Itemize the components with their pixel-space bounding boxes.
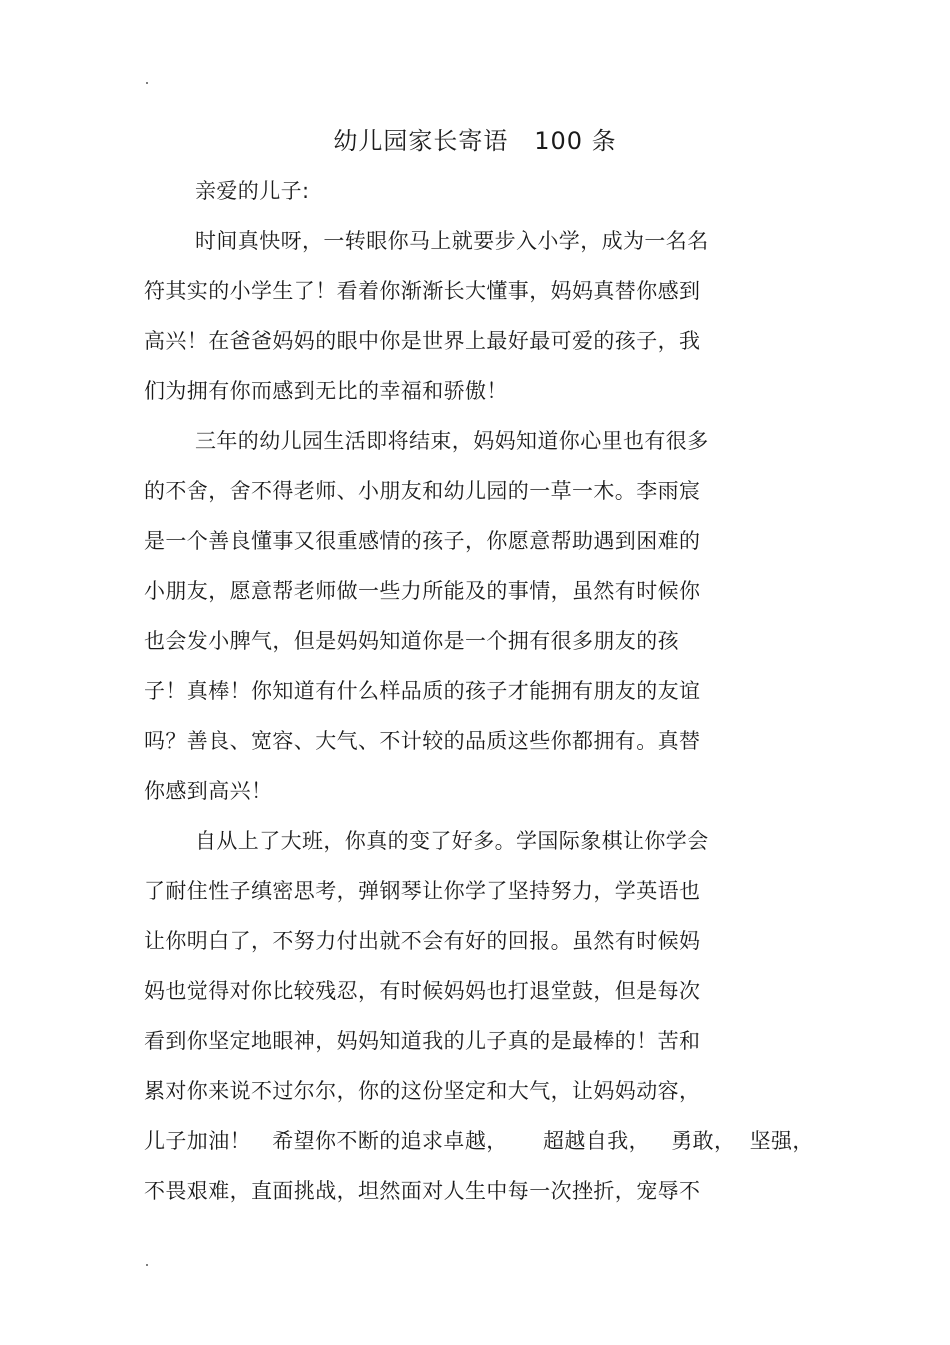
paragraph-line: 子！真棒！你知道有什么样品质的孩子才能拥有朋友的友谊 bbox=[144, 679, 701, 703]
paragraph-line: 你感到高兴！ bbox=[144, 779, 273, 803]
paragraph-line: 自从上了大班，你真的变了好多。学国际象棋让你学会 bbox=[195, 829, 709, 853]
document-title: 幼儿园家长寄语 100 条 bbox=[333, 127, 617, 155]
paragraph-line: 三年的幼儿园生活即将结束，妈妈知道你心里也有很多 bbox=[195, 429, 709, 453]
paragraph-line: 让你明白了，不努力付出就不会有好的回报。虽然有时候妈 bbox=[144, 929, 701, 953]
paragraph-line: 累对你来说不过尔尔，你的这份坚定和大气，让妈妈动容， bbox=[144, 1079, 701, 1103]
page-marker-dot bbox=[146, 82, 148, 84]
paragraph-line: 了耐住性子缜密思考，弹钢琴让你学了坚持努力，学英语也 bbox=[144, 879, 701, 903]
page-marker-dot bbox=[146, 1264, 148, 1266]
paragraph-line: 妈也觉得对你比较残忍，有时候妈妈也打退堂鼓，但是每次 bbox=[144, 979, 701, 1003]
paragraph-line: 也会发小脾气，但是妈妈知道你是一个拥有很多朋友的孩 bbox=[144, 629, 679, 653]
paragraph-line: 小朋友，愿意帮老师做一些力所能及的事情，虽然有时候你 bbox=[144, 579, 701, 603]
paragraph-line: 看到你坚定地眼神，妈妈知道我的儿子真的是最棒的！苦和 bbox=[144, 1029, 701, 1053]
paragraph-line: 儿子加油！ 希望你不断的追求卓越， 超越自我， 勇敢， 坚强， bbox=[144, 1129, 814, 1153]
paragraph-line: 不畏艰难，直面挑战，坦然面对人生中每一次挫折，宠辱不 bbox=[144, 1179, 701, 1203]
paragraph-line: 是一个善良懂事又很重感情的孩子，你愿意帮助遇到困难的 bbox=[144, 529, 701, 553]
paragraph-line: 们为拥有你而感到无比的幸福和骄傲！ bbox=[144, 379, 508, 403]
paragraph-line: 的不舍，舍不得老师、小朋友和幼儿园的一草一木。李雨宸 bbox=[144, 479, 701, 503]
paragraph-line: 符其实的小学生了！看着你渐渐长大懂事，妈妈真替你感到 bbox=[144, 279, 701, 303]
paragraph-line: 高兴！在爸爸妈妈的眼中你是世界上最好最可爱的孩子，我 bbox=[144, 329, 701, 353]
paragraph-line: 吗？善良、宽容、大气、不计较的品质这些你都拥有。真替 bbox=[144, 729, 701, 753]
salutation: 亲爱的儿子: bbox=[195, 179, 310, 203]
paragraph-line: 时间真快呀，一转眼你马上就要步入小学，成为一名名 bbox=[195, 229, 709, 253]
